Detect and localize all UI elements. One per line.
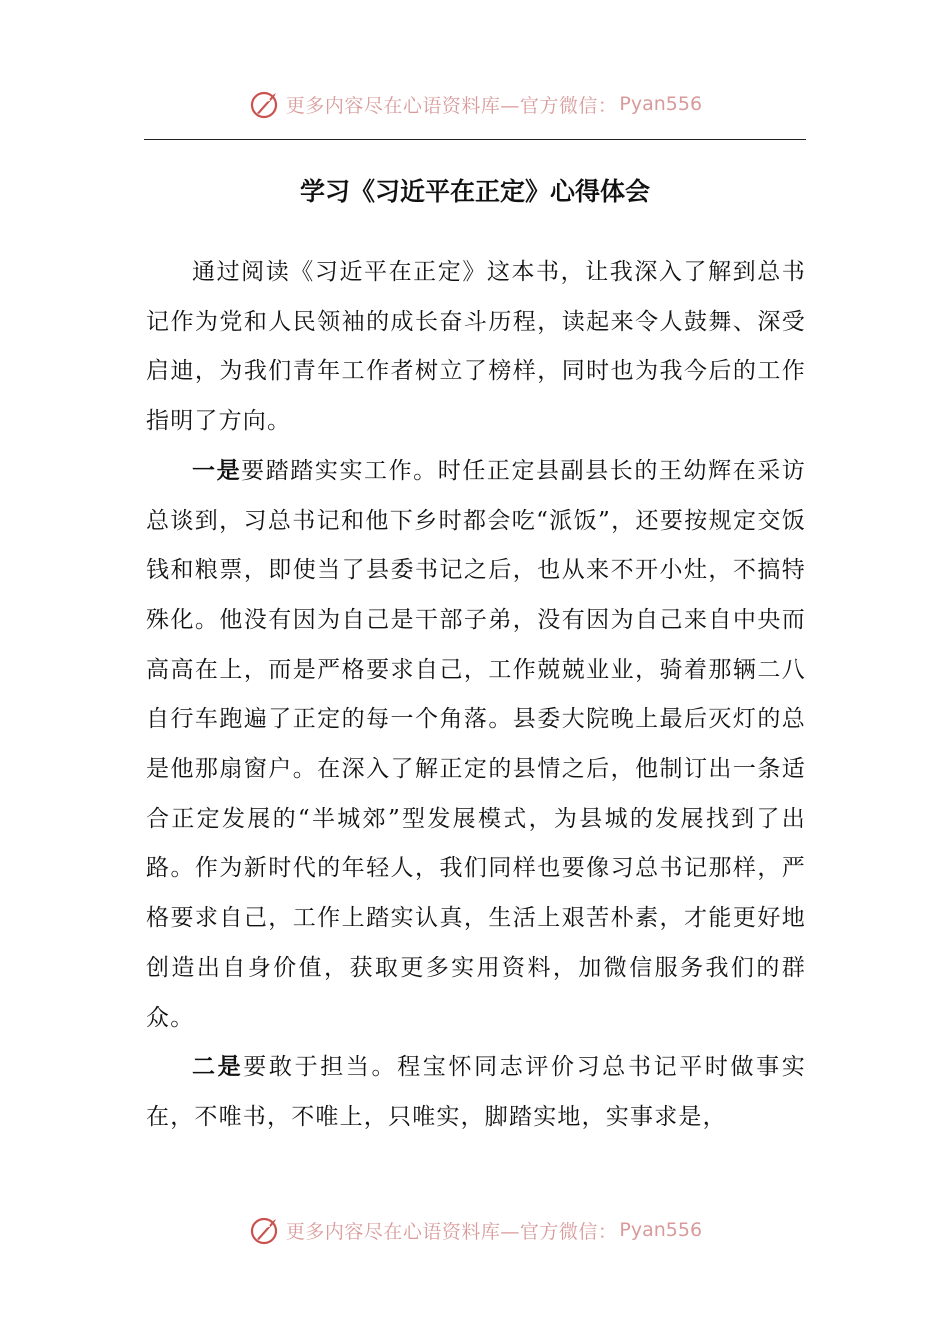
document-title: 学习《习近平在正定》心得体会 — [299, 177, 650, 206]
footer-watermark — [0, 1210, 950, 1250]
paragraph-lead: 二是 — [192, 1054, 244, 1081]
paragraph-text: 通过阅读《习近平在正定》这本书，让我深入了解到总书记作为党和人民领袖的成长奋斗历程，读起来令人鼓舞、深受启迪，为我们青年工作者树立了榜样，同时也为我今后的工作指明了方向。 — [146, 259, 806, 435]
paragraph-intro — [146, 248, 806, 447]
watermark-text: 更多内容尽在心语资料库—官方微信： — [285, 1220, 618, 1243]
quill-pen-logo-icon — [248, 1213, 282, 1247]
quill-pen-logo-icon — [248, 87, 282, 121]
paragraph-lead: 一是 — [192, 457, 242, 484]
watermark-text: 更多内容尽在心语资料库—官方微信： — [285, 94, 618, 117]
paragraph-point-two — [146, 1043, 806, 1142]
watermark-wechat-id: Pyan556 — [619, 93, 703, 115]
paragraph-text: 要踏踏实实工作。时任正定县副县长的王幼辉在采访总谈到，习总书记和他下乡时都会吃“派饭”，还要按规定交饭钱和粮票，即使当了县委书记之后，也从来不开小灶，不搞特殊化。他没有因为自己是干部子弟，没有因为自己来自中央而高高在上，而是严格要求自己，工作兢兢业业，骑着那辆二八自行车跑遍了正定的每一个角落。县委大院晚上最后灭灯的总是他那扇窗户。在深入了解正定的县情之后，他制订出一条适合正定发展的“半城郊”型发展模式，为县城的发展找到了出路。作为新时代的年轻人，我们同样也要像习总书记那样，严格要求自己，工作上踏实认真，生活上艰苦朴素，才能更好地创造出自身价值，获取更多实用资料，加微信服务我们的群众。 — [146, 457, 806, 1031]
watermark-wechat-id: Pyan556 — [619, 1219, 703, 1241]
header-watermark — [0, 84, 950, 124]
paragraph-point-one — [146, 447, 806, 1043]
paragraph-text: 要敢于担当。程宝怀同志评价习总书记平时做事实在，不唯书，不唯上，只唯实，脚踏实地，实事求是， — [146, 1054, 806, 1130]
header-divider — [144, 139, 806, 140]
document-body — [146, 248, 806, 1143]
